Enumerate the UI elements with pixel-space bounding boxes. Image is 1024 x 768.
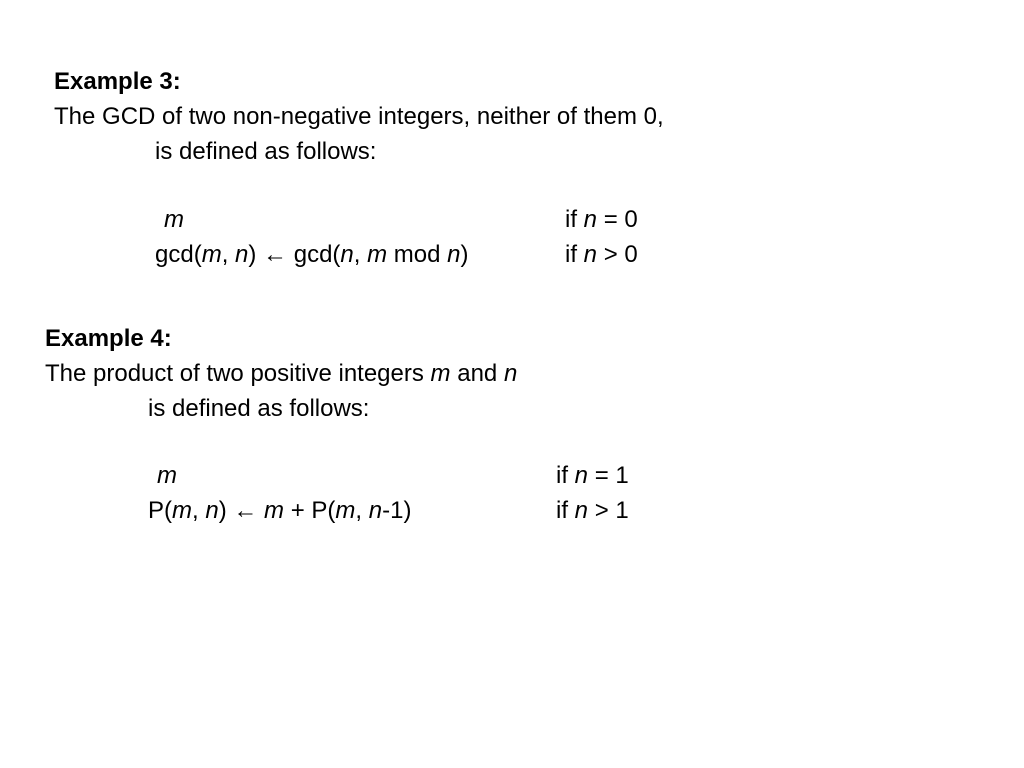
left-arrow: ← <box>226 497 265 524</box>
cond-if: if <box>565 241 577 268</box>
desc-var-n: n <box>503 360 518 387</box>
plus-operator: + <box>284 497 312 524</box>
product-case-1-value: m <box>157 462 177 489</box>
gcd-fn-1: gcd( <box>155 241 202 268</box>
product-case-1-condition <box>556 462 629 490</box>
product-case-2-expression <box>148 497 411 525</box>
desc-and: and <box>450 360 504 387</box>
product-arg-m-2: m <box>335 497 356 524</box>
product-fn-1: P( <box>148 497 172 524</box>
cond-rest: > 0 <box>597 241 638 268</box>
minus-one-close: -1) <box>382 497 412 524</box>
example-3-description-line-1: The GCD of two non-negative integers, neither of them 0, <box>54 103 664 130</box>
product-arg-n: n <box>205 497 219 524</box>
product-arg-n-2: n <box>368 497 383 524</box>
gcd-arg-m: m <box>201 241 222 268</box>
desc-prefix: The product of two positive integers <box>45 360 431 387</box>
cond-if: if <box>556 462 568 489</box>
gcd-arg-n-2: n <box>340 241 354 268</box>
product-fn-2: P( <box>311 497 336 524</box>
gcd-case-1-condition <box>565 206 638 234</box>
left-arrow: ← <box>256 241 294 268</box>
gcd-arg-n-3: n <box>447 241 461 268</box>
product-case-2-condition <box>556 497 629 525</box>
gcd-case-2-condition <box>565 241 638 269</box>
cond-rest: = 1 <box>588 462 629 489</box>
product-arg-m: m <box>172 497 192 524</box>
comma: , <box>192 497 206 524</box>
comma-2: , <box>355 497 369 524</box>
cond-var: n <box>574 497 589 524</box>
mod-operator: mod <box>387 241 448 268</box>
cond-var: n <box>583 241 598 268</box>
close-paren: ) <box>248 241 257 268</box>
gcd-fn-2: gcd( <box>293 241 341 268</box>
example-4-description-line-1 <box>45 360 517 388</box>
comma-2: , <box>353 241 368 268</box>
cond-var: n <box>583 206 598 233</box>
close-paren: ) <box>218 497 227 524</box>
gcd-arg-m-2: m <box>367 241 388 268</box>
example-3-heading: Example 3: <box>54 68 181 95</box>
cond-rest: = 0 <box>597 206 638 233</box>
gcd-arg-n: n <box>235 241 249 268</box>
example-4-heading: Example 4: <box>45 325 172 352</box>
cond-if: if <box>556 497 568 524</box>
gcd-case-1-value: m <box>164 206 184 233</box>
cond-var: n <box>574 462 589 489</box>
close-paren-2: ) <box>460 241 469 268</box>
comma: , <box>221 241 236 268</box>
gcd-case-2-expression <box>155 241 469 269</box>
cond-rest: > 1 <box>588 497 629 524</box>
sum-term-m: m <box>264 497 285 524</box>
cond-if: if <box>565 206 577 233</box>
example-3-description-line-2: is defined as follows: <box>155 138 377 165</box>
example-4-description-line-2: is defined as follows: <box>148 395 370 422</box>
desc-var-m: m <box>430 360 451 387</box>
